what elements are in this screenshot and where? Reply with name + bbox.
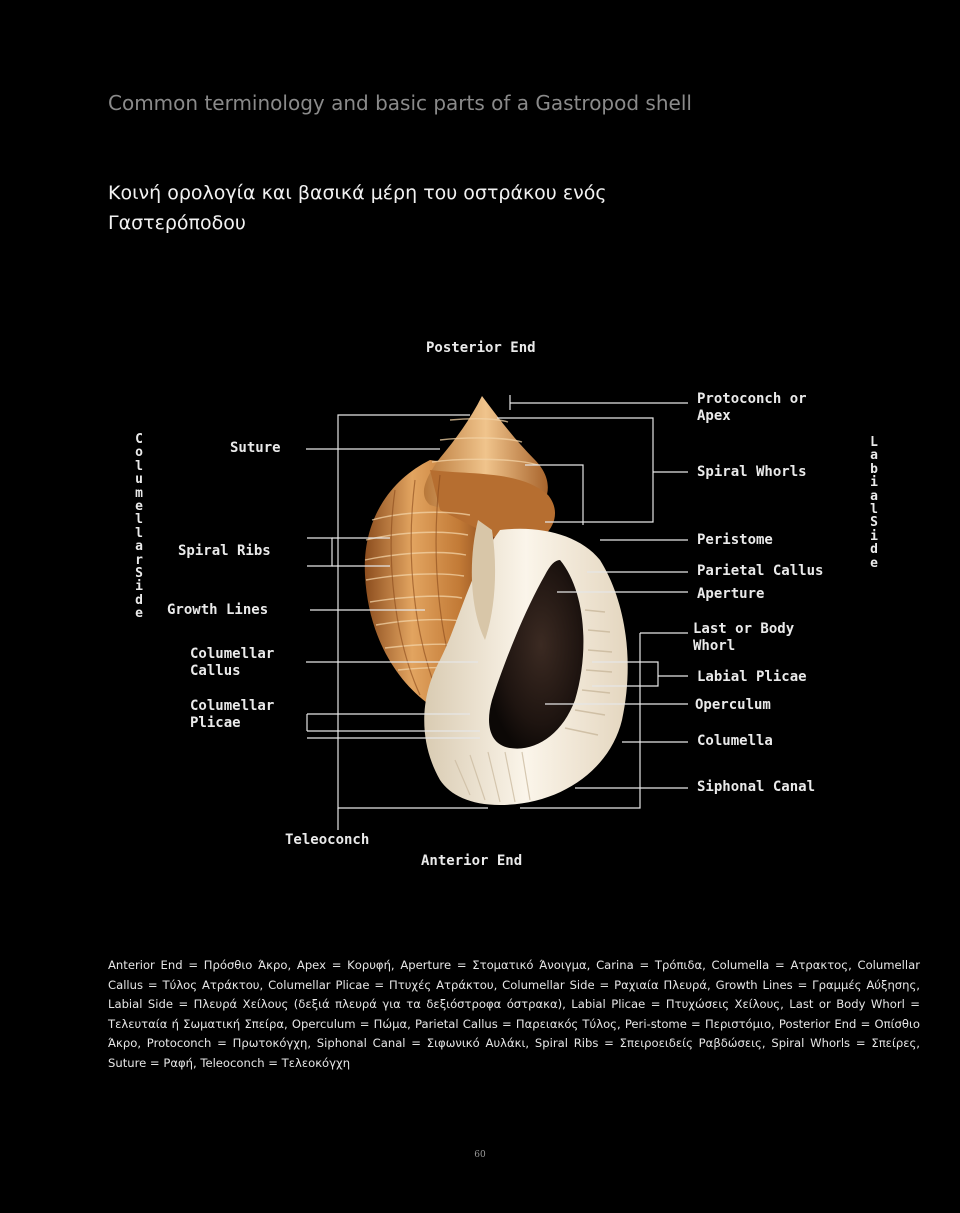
- label-columella: Columella: [697, 733, 773, 749]
- label-suture: Suture: [230, 440, 281, 456]
- label-aperture: Aperture: [697, 586, 765, 602]
- label-parietal-callus: Parietal Callus: [697, 563, 824, 579]
- label-anterior-end: Anterior End: [421, 853, 523, 869]
- glossary-text: Anterior End = Πρόσθιο Άκρο, Apex = Κορυφή, Aperture = Στοματικό Άνοιγμα, Carina = Τρόπιδα, Columella = Ατρακτος, Columellar Callus = Τύλος Ατράκτου, Columellar Plicae = Πτυχές Ατράκτου, Columellar Side = Ραχιαία Πλευρά, Growth Lines = Γραμμές Αύξησης, Labial Side = Πλευρά Χείλους (δεξιά πλευρά για τα δεξιόστροφα όστρακα), Labial Plicae = Πτυχώσεις Χείλους, Last or Body Whorl = Τελευταία ή Σωματική Σπείρα, Operculum = Πώμα, Parietal Callus = Παρειακός Τύλος, Peri-stome = Περιστόμιο, Posterior End = Οπίσθιο Άκρο, Protoconch = Πρωτοκόγχη, Siphonal Canal = Σιφωνικό Αυλάκι, Spiral Ribs = Σπειροειδείς Ραβδώσεις, Spiral Whorls = Σπείρες, Suture = Ραφή, Teleoconch = Τελεοκόγχη: [108, 958, 920, 1070]
- label-last-body-whorl: Last or Body Whorl: [693, 621, 795, 654]
- label-spiral-whorls: Spiral Whorls: [697, 464, 807, 480]
- shell-illustration: [365, 396, 628, 805]
- label-siphonal-canal: Siphonal Canal: [697, 779, 816, 795]
- label-columellar-callus: Columellar Callus: [190, 646, 275, 679]
- label-labial-side: L a b i a l S i d e: [870, 435, 878, 571]
- label-columellar-plicae: Columellar Plicae: [190, 698, 275, 731]
- page-number: 60: [474, 1150, 486, 1160]
- label-growth-lines: Growth Lines: [167, 602, 269, 618]
- label-operculum: Operculum: [695, 697, 771, 713]
- title-greek: Κοινή ορολογία και βασικά μέρη του οστράκου ενός Γαστερόποδου: [108, 182, 607, 234]
- label-labial-plicae: Labial Plicae: [697, 669, 807, 685]
- label-spiral-ribs: Spiral Ribs: [178, 543, 271, 559]
- label-protoconch: Protoconch or Apex: [697, 391, 807, 424]
- label-posterior-end: Posterior End: [426, 340, 536, 356]
- label-teleoconch: Teleoconch: [285, 832, 370, 848]
- title-english: Common terminology and basic parts of a Gastropod shell: [108, 91, 692, 115]
- label-peristome: Peristome: [697, 532, 773, 548]
- label-columellar-side: C o l u m e l l a r S i d e: [135, 432, 143, 622]
